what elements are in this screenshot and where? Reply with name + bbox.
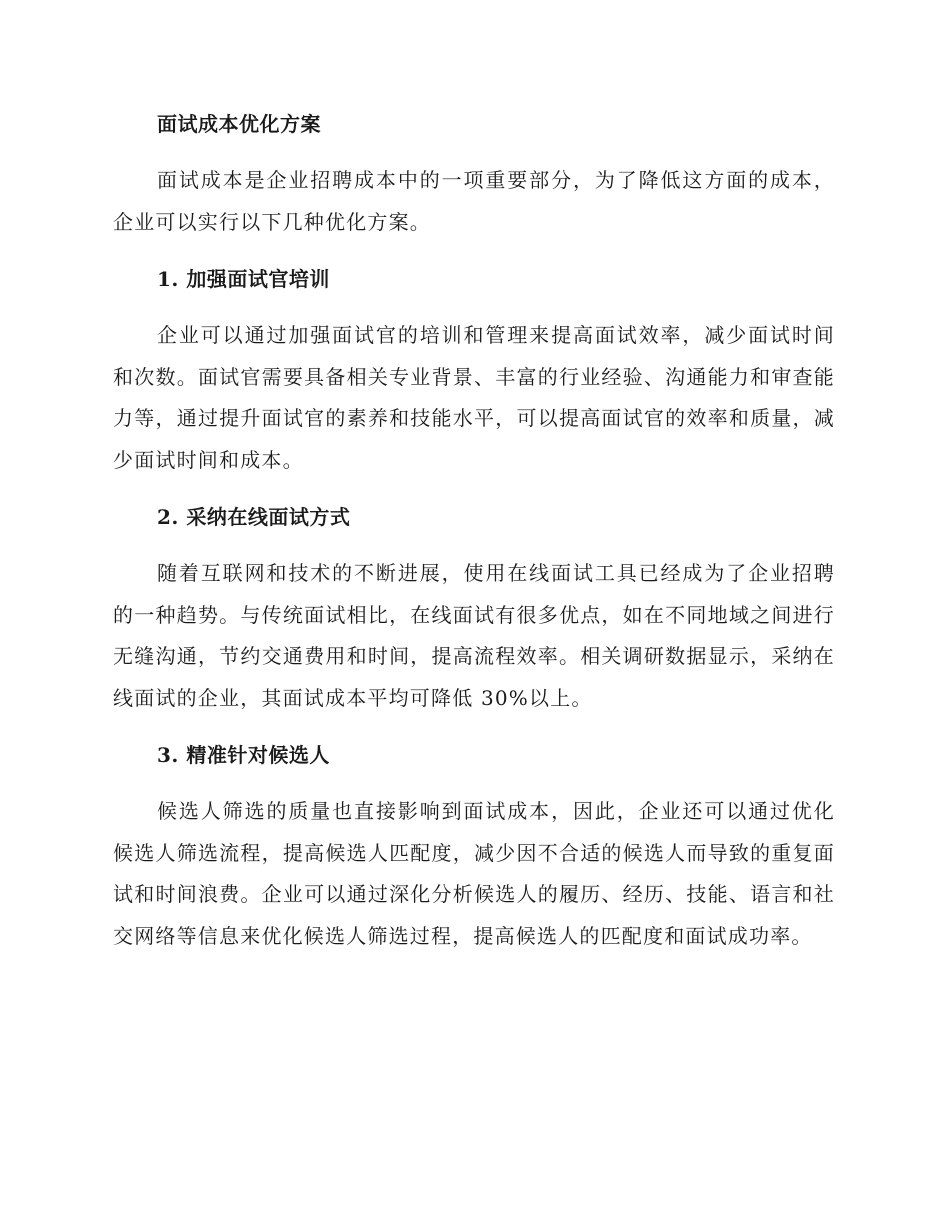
section-body-2: 随着互联网和技术的不断进展，使用在线面试工具已经成为了企业招聘的一种趋势。与传统面试相比，在线面试有很多优点，如在不同地域之间进行无缝沟通，节约交通费用和时间，提高流程效率。相关调研数据显示，采纳在线面试的企业，其面试成本平均可降低 30%以上。	[113, 561, 835, 710]
section-heading-3: 3. 精准针对候选人	[157, 743, 330, 767]
section-body-1: 企业可以通过加强面试官的培训和管理来提高面试效率，减少面试时间和次数。面试官需要具备相关专业背景、丰富的行业经验、沟通能力和审查能力等，通过提升面试官的素养和技能水平，可以提高面试官的效率和质量，减少面试时间和成本。	[113, 323, 835, 472]
section-body-3: 候选人筛选的质量也直接影响到面试成本，因此，企业还可以通过优化候选人筛选流程，提高候选人匹配度，减少因不合适的候选人而导致的重复面试和时间浪费。企业可以通过深化分析候选人的履历、经历、技能、语言和社交网络等信息来优化候选人筛选过程，提高候选人的匹配度和面试成功率。	[113, 799, 835, 948]
document-title: 面试成本优化方案	[157, 112, 321, 136]
document-content	[113, 108, 835, 977]
intro-paragraph: 面试成本是企业招聘成本中的一项重要部分，为了降低这方面的成本，企业可以实行以下几种优化方案。	[113, 168, 835, 234]
section-heading-1: 1. 加强面试官培训	[157, 267, 330, 291]
section-heading-2: 2. 采纳在线面试方式	[157, 505, 351, 529]
